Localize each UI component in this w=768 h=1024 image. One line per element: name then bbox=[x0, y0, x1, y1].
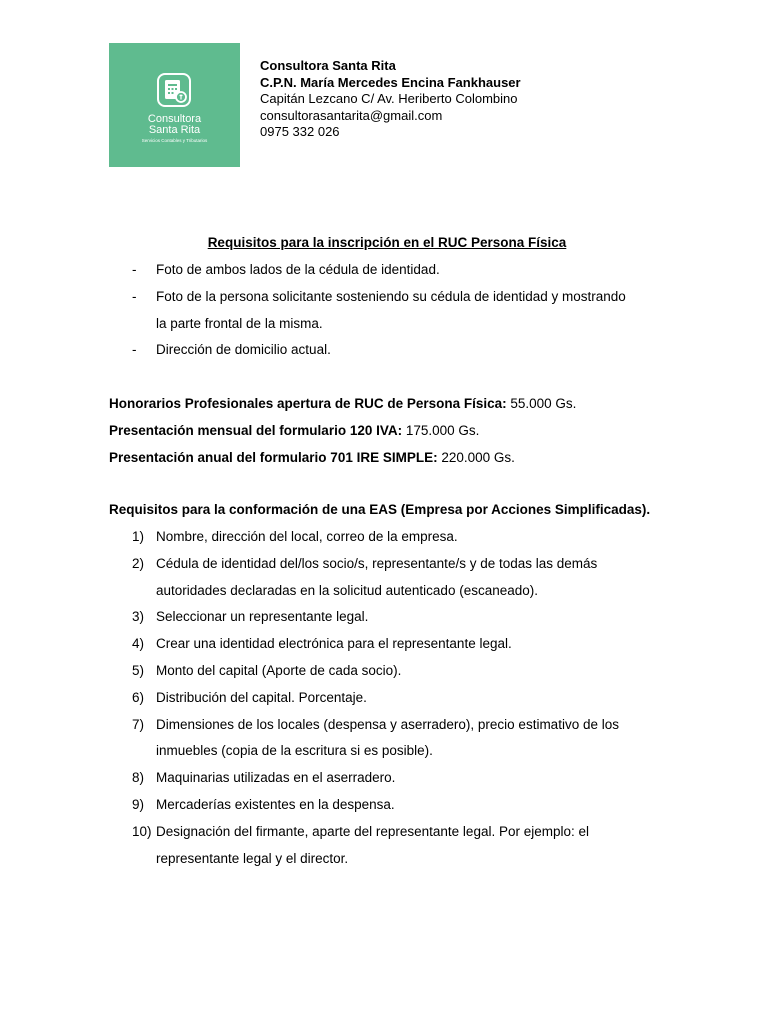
fee-row bbox=[109, 396, 576, 411]
fee-label: Honorarios Profesionales apertura de RUC de Persona Física: bbox=[109, 396, 507, 411]
logo-name-line1: Consultora bbox=[147, 113, 202, 125]
person-name: C.P.N. María Mercedes Encina Fankhauser bbox=[260, 74, 521, 90]
list-item: Seleccionar un representante legal. bbox=[156, 609, 369, 625]
list-marker: - bbox=[132, 262, 137, 277]
fee-value: 175.000 Gs. bbox=[402, 422, 480, 438]
list-number: 1) bbox=[132, 529, 145, 544]
list-item: Dirección de domicilio actual. bbox=[156, 342, 331, 358]
logo-subtitle: Servicios Contables y Tributarios bbox=[141, 138, 208, 143]
list-item: Distribución del capital. Porcentaje. bbox=[156, 689, 367, 705]
contact-block bbox=[260, 58, 521, 141]
fee-value: 55.000 Gs. bbox=[506, 396, 577, 411]
list-number: 3) bbox=[132, 609, 145, 625]
address: Capitán Lezcano C/ Av. Heriberto Colombino bbox=[260, 91, 518, 106]
list-item: Mercaderías existentes en la despensa. bbox=[156, 797, 395, 812]
company-logo bbox=[109, 43, 240, 167]
fee-label: Presentación mensual del formulario 120 IVA: bbox=[109, 422, 403, 438]
fee-label: Presentación anual del formulario 701 IRE SIMPLE: bbox=[109, 449, 438, 465]
eas-section-title: Requisitos para la conformación de una EAS (Empresa por Acciones Simplificadas). bbox=[109, 502, 651, 517]
list-number: 5) bbox=[132, 663, 145, 678]
list-item: Foto de ambos lados de la cédula de identidad. bbox=[156, 262, 440, 277]
fee-row bbox=[109, 423, 479, 438]
list-marker: - bbox=[132, 342, 137, 358]
list-item: Maquinarias utilizadas en el aserradero. bbox=[156, 770, 396, 786]
list-number: 7) bbox=[132, 716, 145, 732]
email: consultorasantarita@gmail.com bbox=[260, 107, 443, 123]
list-item: Designación del firmante, aparte del representante legal. Por ejemplo: el bbox=[156, 823, 590, 839]
list-item: Foto de la persona solicitante sosteniendo su cédula de identidad y mostrando bbox=[156, 288, 626, 304]
document-calculator-icon bbox=[157, 73, 191, 107]
list-number: 8) bbox=[132, 770, 145, 786]
list-number: 9) bbox=[132, 797, 145, 812]
list-item: Dimensiones de los locales (despensa y aserradero), precio estimativo de los bbox=[156, 716, 619, 732]
ruc-section-title: Requisitos para la inscripción en el RUC Persona Física bbox=[207, 235, 567, 250]
list-item: representante legal y el director. bbox=[156, 850, 349, 866]
fee-row bbox=[109, 450, 515, 465]
list-item: la parte frontal de la misma. bbox=[156, 315, 323, 331]
list-item: Nombre, dirección del local, correo de la empresa. bbox=[156, 529, 458, 544]
list-item: Crear una identidad electrónica para el representante legal. bbox=[156, 636, 512, 652]
list-item: Cédula de identidad del/los socio/s, representante/s y de todas las demás bbox=[156, 555, 598, 571]
list-item: Monto del capital (Aporte de cada socio). bbox=[156, 663, 402, 678]
list-number: 6) bbox=[132, 689, 145, 705]
logo-name-line2: Santa Rita bbox=[148, 124, 201, 136]
company-name: Consultora Santa Rita bbox=[260, 58, 396, 73]
phone: 0975 332 026 bbox=[260, 124, 340, 139]
list-number: 10) bbox=[132, 823, 152, 839]
list-number: 2) bbox=[132, 555, 145, 571]
list-marker: - bbox=[132, 288, 137, 304]
list-item: inmuebles (copia de la escritura si es posible). bbox=[156, 743, 433, 759]
list-item: autoridades declaradas en la solicitud autenticado (escaneado). bbox=[156, 582, 539, 598]
fee-value: 220.000 Gs. bbox=[437, 449, 515, 465]
list-number: 4) bbox=[132, 636, 145, 652]
